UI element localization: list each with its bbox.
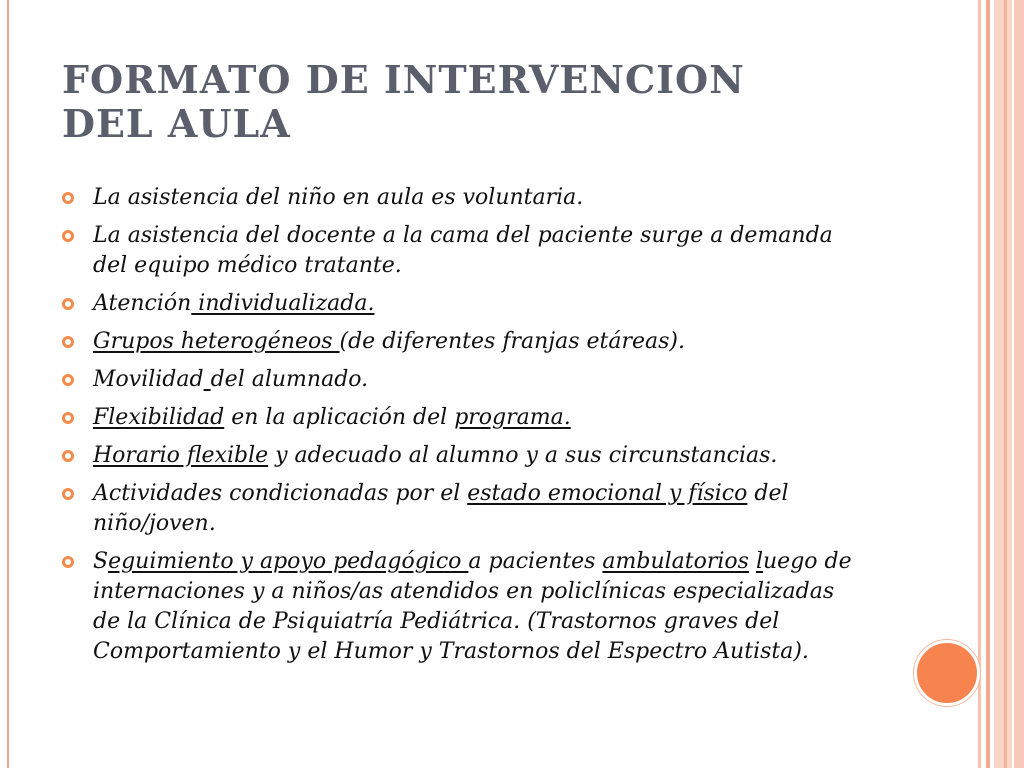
ring-bullet-icon [62, 374, 74, 386]
underlined-text: individualizada. [191, 291, 375, 316]
right-decor-stripe [1004, 0, 1007, 768]
item-text: en la aplicación del [224, 405, 455, 430]
ring-bullet-icon [62, 412, 74, 424]
item-text: La asistencia del niño en aula es voluntaria. [93, 185, 584, 210]
title-line: FORMATO DE INTERVENCION [62, 57, 745, 102]
underlined-text [204, 367, 211, 392]
list-item [62, 479, 862, 539]
slide-title [62, 58, 922, 146]
list-item [62, 183, 862, 213]
list-item [62, 547, 862, 667]
item-text: del alumnado. [210, 367, 369, 392]
item-text: a pacientes [468, 549, 603, 574]
title-line: DEL AULA [62, 101, 291, 146]
underlined-text: l [755, 549, 764, 574]
item-text: La asistencia del docente a la cama del paciente surge a demanda del equipo médico tratante. [93, 223, 833, 278]
item-text: (de diferentes franjas etáreas). [339, 329, 685, 354]
orange-circle-ornament [914, 640, 980, 706]
item-text: Atención [93, 291, 192, 316]
left-border-line [7, 0, 9, 768]
item-text: S [93, 549, 109, 574]
item-text [749, 549, 756, 574]
ring-bullet-icon [62, 488, 74, 500]
ring-bullet-icon [62, 192, 74, 204]
ring-bullet-icon [62, 336, 74, 348]
underlined-text: eguimiento y apoyo pedagógico [108, 549, 469, 574]
ring-bullet-icon [62, 450, 74, 462]
ring-bullet-icon [62, 556, 74, 568]
item-text: Movilidad [93, 367, 204, 392]
list-item [62, 441, 862, 471]
list-item [62, 221, 862, 281]
ring-bullet-icon [62, 230, 74, 242]
item-text: del niño/joven. [93, 481, 789, 536]
item-text: y adecuado al alumno y a sus circunstancias. [268, 443, 778, 468]
bullet-list [62, 183, 862, 675]
item-text: uego de internaciones y a niños/as atendidos en policlínicas especializadas de la Clínica de Psiquiatría Pediátrica. (Trastornos graves del Comportamiento y el Humor y Trastornos del Espectro Autista). [93, 549, 852, 664]
list-item [62, 403, 862, 433]
right-decor-stripe [986, 0, 990, 768]
underlined-text: Horario flexible [93, 443, 269, 468]
list-item [62, 365, 862, 395]
underlined-text: ambulatorios [602, 549, 749, 574]
ring-bullet-icon [62, 298, 74, 310]
item-text: Actividades condicionadas por el [93, 481, 468, 506]
list-item [62, 289, 862, 319]
underlined-text: programa. [454, 405, 571, 430]
right-decor-stripe [1014, 0, 1024, 768]
underlined-text: estado emocional y físico [467, 481, 748, 506]
underlined-text: Grupos heterogéneos [93, 329, 340, 354]
right-decor-stripe [978, 0, 981, 768]
underlined-text: Flexibilidad [93, 405, 225, 430]
list-item [62, 327, 862, 357]
right-decor-stripe [994, 0, 1012, 768]
